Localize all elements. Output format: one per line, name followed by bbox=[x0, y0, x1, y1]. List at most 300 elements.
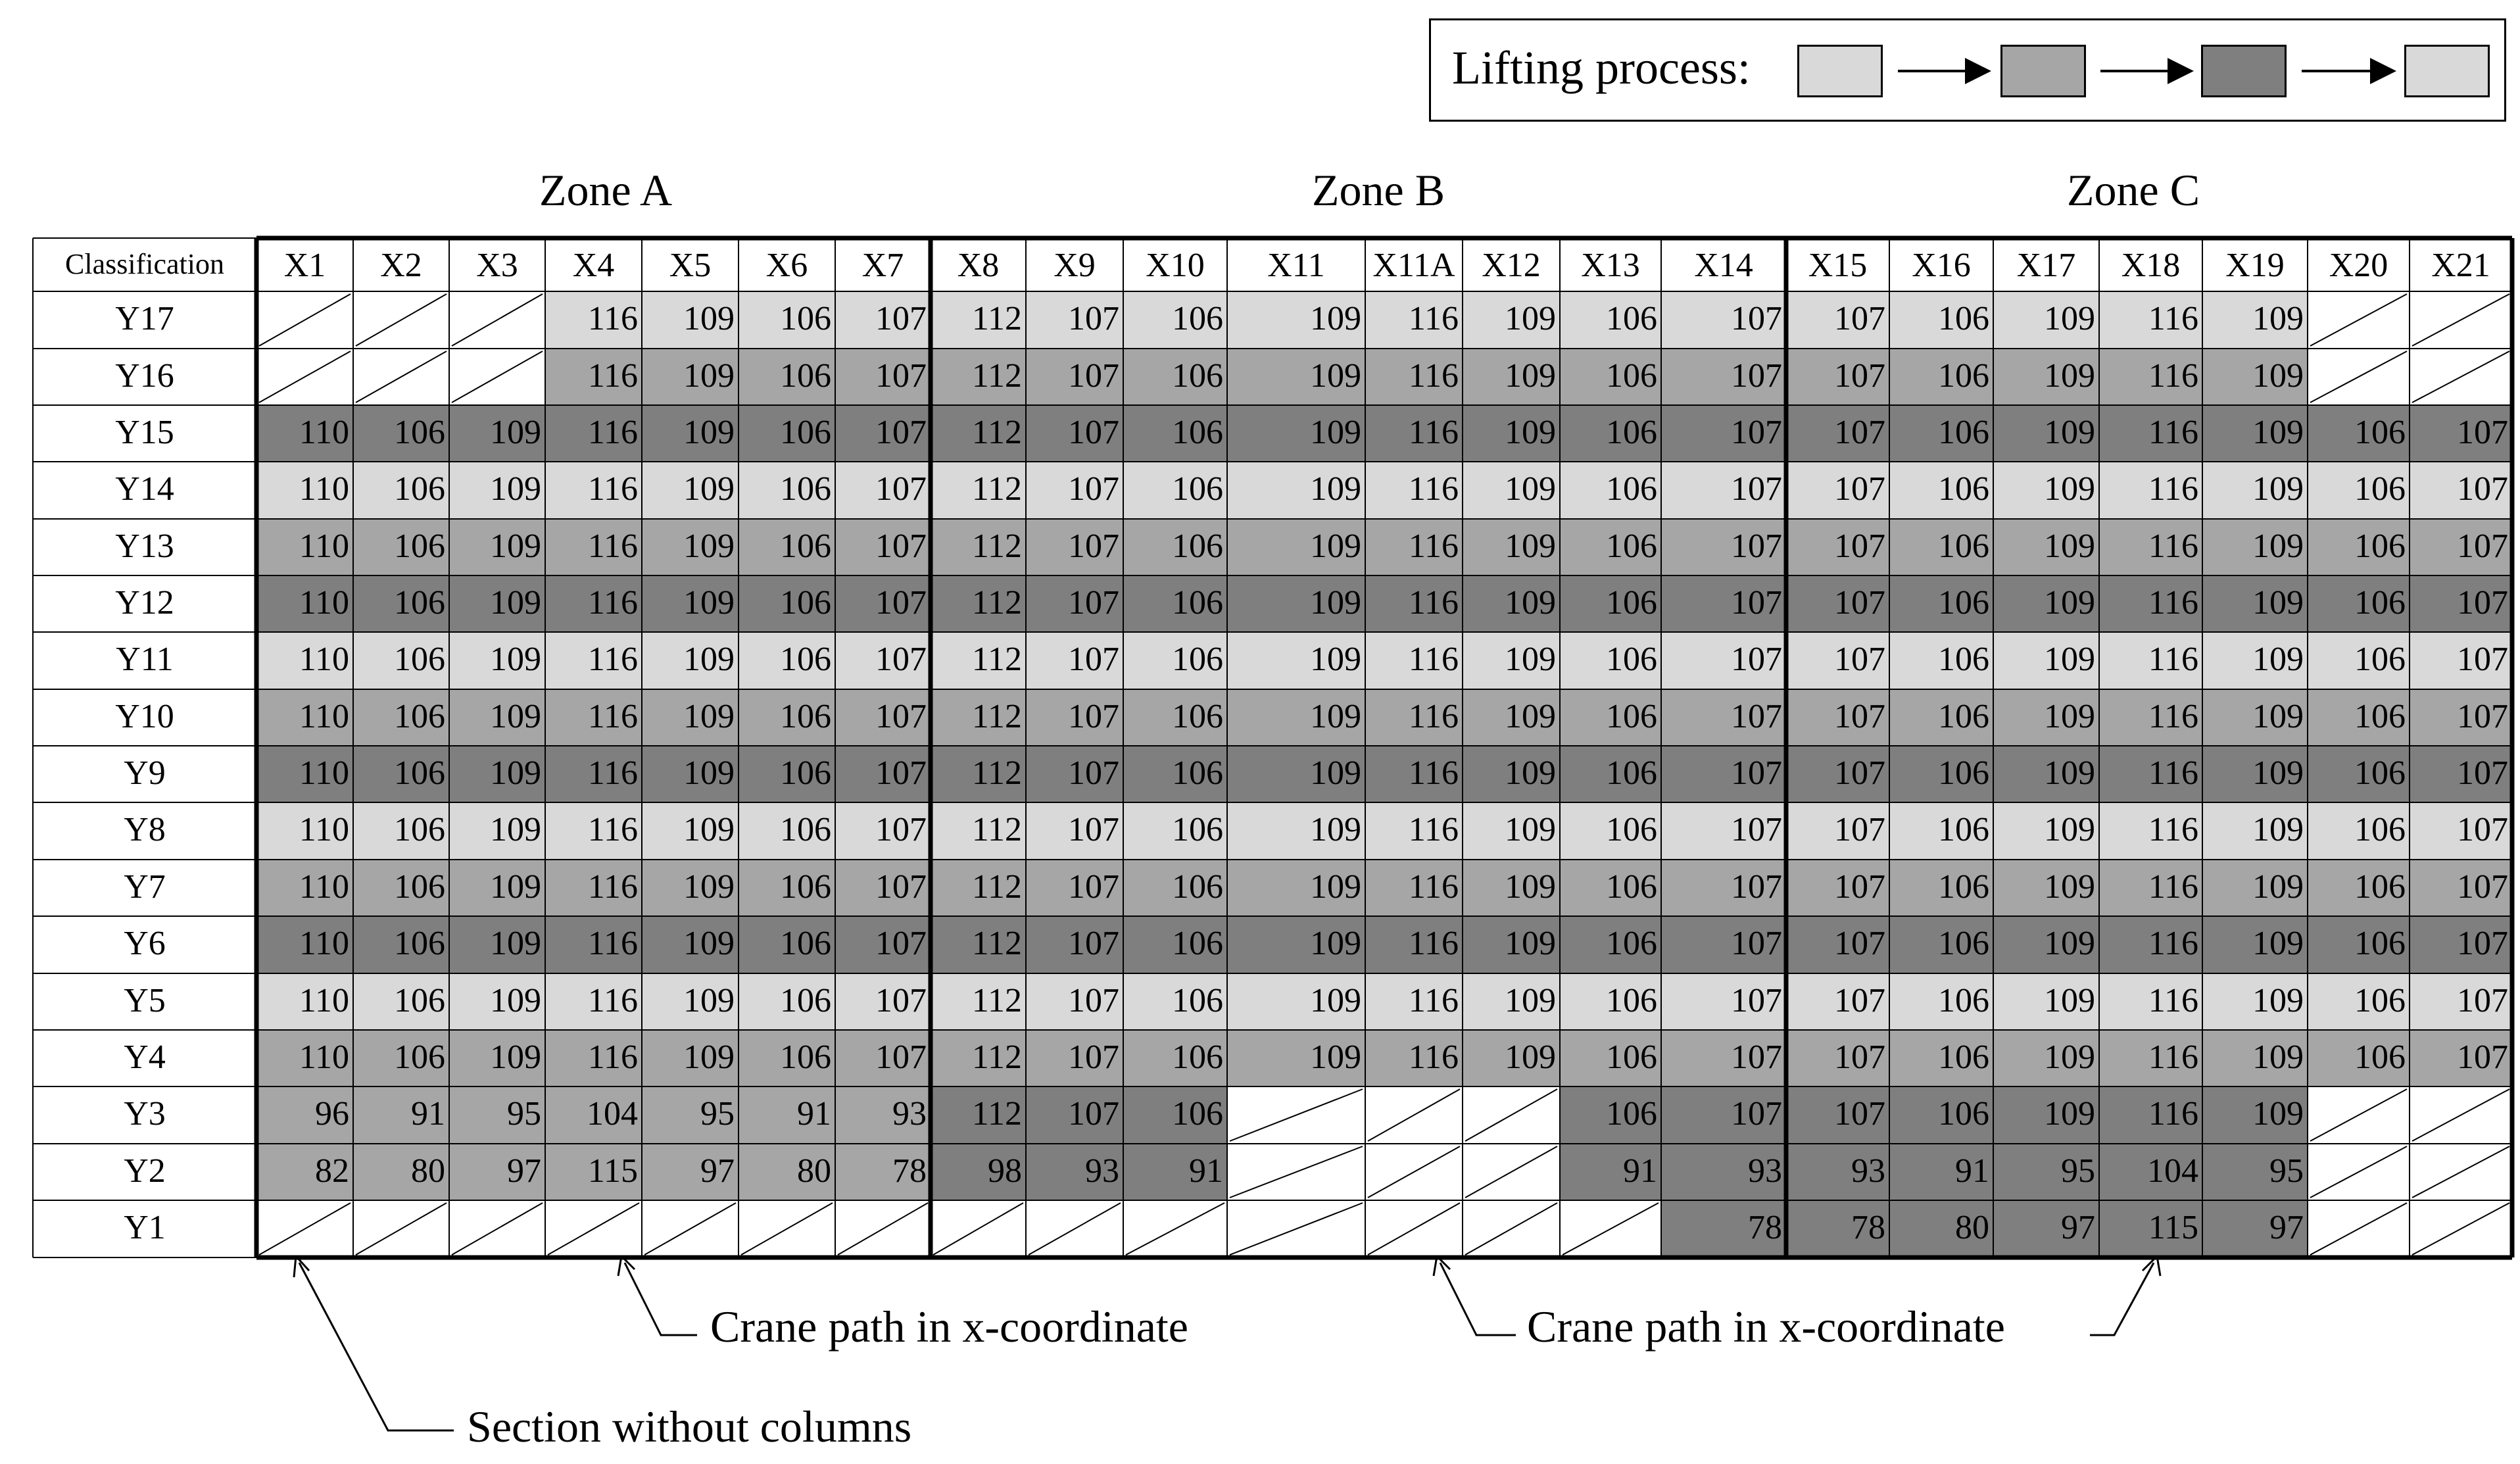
cell-value: 107 bbox=[1731, 1038, 1782, 1076]
cell-y1-x20 bbox=[2308, 1200, 2410, 1257]
cell-value: 107 bbox=[1731, 527, 1782, 565]
cell-y1-x4 bbox=[545, 1200, 642, 1257]
cell-value: 109 bbox=[2252, 811, 2304, 848]
cell-value: 109 bbox=[1505, 414, 1556, 451]
cell-value: 107 bbox=[875, 527, 927, 565]
cell-value: 110 bbox=[299, 982, 349, 1019]
cell-y17-x20 bbox=[2308, 291, 2410, 349]
cell-value: 106 bbox=[394, 527, 445, 565]
cell-value: 106 bbox=[1606, 982, 1657, 1019]
cell-value: 109 bbox=[2252, 414, 2304, 451]
cell-y16-x21 bbox=[2410, 349, 2512, 405]
cell-value: 106 bbox=[1606, 357, 1657, 395]
crane-path-leader-2a bbox=[1440, 1263, 1516, 1335]
cell-value: 106 bbox=[394, 1038, 445, 1076]
cell-value: 109 bbox=[683, 357, 735, 395]
cell-value: 106 bbox=[780, 584, 831, 622]
crane-path-label-1: Crane path in x-coordinate bbox=[710, 1302, 1188, 1352]
cell-value: 112 bbox=[971, 1038, 1022, 1076]
legend-swatch-step-1 bbox=[1797, 45, 1883, 97]
cell-value: 107 bbox=[1834, 754, 1885, 792]
row-label-y8: Y8 bbox=[124, 811, 166, 848]
cell-value: 106 bbox=[2354, 811, 2406, 848]
cell-value: 106 bbox=[1172, 470, 1223, 508]
cell-value: 116 bbox=[2148, 982, 2198, 1019]
cell-value: 109 bbox=[490, 982, 541, 1019]
cell-value: 106 bbox=[1606, 811, 1657, 848]
cell-value: 116 bbox=[1408, 357, 1459, 395]
column-header-x9: X9 bbox=[1054, 247, 1096, 284]
cell-value: 106 bbox=[2354, 868, 2406, 906]
cell-value: 116 bbox=[2148, 470, 2198, 508]
cell-value: 107 bbox=[875, 1038, 927, 1076]
cell-y1-x1 bbox=[256, 1200, 353, 1257]
cell-value: 116 bbox=[2148, 1038, 2198, 1076]
cell-value: 112 bbox=[971, 925, 1022, 962]
cell-value: 109 bbox=[490, 584, 541, 622]
row-label-y17: Y17 bbox=[115, 300, 174, 337]
cell-value: 109 bbox=[2252, 641, 2304, 678]
cell-value: 106 bbox=[1938, 811, 1989, 848]
cell-value: 116 bbox=[2148, 868, 2198, 906]
cell-value: 107 bbox=[2457, 414, 2508, 451]
cell-value: 107 bbox=[2457, 1038, 2508, 1076]
cell-value: 78 bbox=[1748, 1209, 1782, 1246]
cell-y16-x20 bbox=[2308, 349, 2410, 405]
cell-value: 116 bbox=[587, 982, 638, 1019]
cell-value: 107 bbox=[875, 754, 927, 792]
cell-value: 109 bbox=[1505, 470, 1556, 508]
cell-value: 109 bbox=[2044, 698, 2095, 735]
row-label-y9: Y9 bbox=[124, 754, 166, 792]
cell-value: 109 bbox=[1310, 527, 1361, 565]
cell-value: 95 bbox=[700, 1095, 735, 1133]
cell-value: 106 bbox=[2354, 698, 2406, 735]
cell-y1-x11a bbox=[1365, 1200, 1463, 1257]
cell-value: 107 bbox=[1731, 470, 1782, 508]
cell-value: 107 bbox=[1731, 1095, 1782, 1133]
cell-value: 109 bbox=[490, 414, 541, 451]
cell-y1-x11 bbox=[1227, 1200, 1365, 1257]
cell-value: 106 bbox=[394, 698, 445, 735]
cell-y17-x1 bbox=[256, 291, 353, 349]
cell-value: 106 bbox=[1606, 868, 1657, 906]
cell-value: 107 bbox=[2457, 584, 2508, 622]
cell-value: 109 bbox=[2252, 584, 2304, 622]
cell-value: 109 bbox=[683, 811, 735, 848]
cell-value: 106 bbox=[1606, 1038, 1657, 1076]
cell-value: 107 bbox=[1068, 357, 1119, 395]
cell-value: 109 bbox=[490, 1038, 541, 1076]
cell-value: 97 bbox=[700, 1152, 735, 1190]
cell-value: 109 bbox=[683, 925, 735, 962]
cell-value: 107 bbox=[1731, 414, 1782, 451]
crane-path-leader-2b bbox=[2090, 1263, 2154, 1335]
cell-value: 106 bbox=[1172, 300, 1223, 337]
cell-value: 110 bbox=[299, 414, 349, 451]
row-label-y13: Y13 bbox=[115, 527, 174, 565]
cell-value: 107 bbox=[1068, 300, 1119, 337]
cell-value: 107 bbox=[1834, 1038, 1885, 1076]
cell-y1-x9 bbox=[1026, 1200, 1123, 1257]
cell-value: 116 bbox=[2148, 641, 2198, 678]
cell-value: 109 bbox=[1310, 300, 1361, 337]
cell-value: 107 bbox=[2457, 698, 2508, 735]
column-header-x19: X19 bbox=[2225, 247, 2285, 284]
cell-value: 107 bbox=[1731, 584, 1782, 622]
cell-value: 107 bbox=[1834, 584, 1885, 622]
cell-value: 106 bbox=[2354, 1038, 2406, 1076]
cell-value: 112 bbox=[971, 527, 1022, 565]
cell-value: 106 bbox=[780, 982, 831, 1019]
cell-value: 107 bbox=[1834, 698, 1885, 735]
cell-value: 109 bbox=[683, 754, 735, 792]
cell-value: 107 bbox=[1731, 811, 1782, 848]
cell-value: 116 bbox=[1408, 754, 1459, 792]
cell-value: 106 bbox=[394, 641, 445, 678]
cell-y2-x12 bbox=[1463, 1144, 1560, 1200]
cell-value: 107 bbox=[1834, 641, 1885, 678]
no-columns-leader bbox=[299, 1263, 454, 1430]
row-label-y16: Y16 bbox=[115, 357, 174, 395]
cell-value: 109 bbox=[1505, 982, 1556, 1019]
row-label-y1: Y1 bbox=[124, 1209, 166, 1246]
cell-value: 109 bbox=[683, 641, 735, 678]
cell-value: 106 bbox=[2354, 754, 2406, 792]
cell-value: 116 bbox=[2148, 754, 2198, 792]
cell-value: 106 bbox=[780, 754, 831, 792]
cell-value: 97 bbox=[507, 1152, 541, 1190]
cell-value: 107 bbox=[1068, 527, 1119, 565]
cell-value: 106 bbox=[1938, 584, 1989, 622]
cell-value: 106 bbox=[780, 925, 831, 962]
cell-value: 107 bbox=[875, 982, 927, 1019]
cell-value: 109 bbox=[2252, 357, 2304, 395]
cell-value: 116 bbox=[1408, 470, 1459, 508]
cell-value: 107 bbox=[1834, 1095, 1885, 1133]
cell-value: 106 bbox=[1938, 641, 1989, 678]
cell-value: 116 bbox=[587, 300, 638, 337]
cell-value: 116 bbox=[587, 754, 638, 792]
cell-value: 116 bbox=[1408, 811, 1459, 848]
cell-value: 107 bbox=[1834, 868, 1885, 906]
cell-value: 116 bbox=[2148, 698, 2198, 735]
cell-value: 110 bbox=[299, 754, 349, 792]
cell-value: 106 bbox=[1606, 527, 1657, 565]
cell-value: 109 bbox=[1310, 925, 1361, 962]
cell-value: 107 bbox=[1068, 414, 1119, 451]
cell-value: 106 bbox=[1938, 357, 1989, 395]
cell-value: 106 bbox=[780, 357, 831, 395]
cell-y3-x20 bbox=[2308, 1086, 2410, 1144]
cell-value: 106 bbox=[1938, 982, 1989, 1019]
cell-value: 112 bbox=[971, 1095, 1022, 1133]
cell-value: 116 bbox=[587, 584, 638, 622]
zone-a-label: Zone A bbox=[539, 165, 673, 215]
cell-value: 106 bbox=[1606, 641, 1657, 678]
cell-value: 106 bbox=[1172, 527, 1223, 565]
cell-y1-x13 bbox=[1560, 1200, 1661, 1257]
cell-value: 109 bbox=[2252, 925, 2304, 962]
cell-value: 95 bbox=[2061, 1152, 2095, 1190]
column-header-x21: X21 bbox=[2431, 247, 2490, 284]
cell-value: 106 bbox=[780, 811, 831, 848]
cell-value: 107 bbox=[1068, 698, 1119, 735]
cell-value: 116 bbox=[2148, 1095, 2198, 1133]
cell-value: 116 bbox=[1408, 925, 1459, 962]
cell-value: 107 bbox=[1068, 470, 1119, 508]
cell-value: 106 bbox=[394, 982, 445, 1019]
cell-value: 112 bbox=[971, 300, 1022, 337]
cell-value: 104 bbox=[2147, 1152, 2198, 1190]
cell-value: 116 bbox=[587, 1038, 638, 1076]
cell-value: 106 bbox=[2354, 982, 2406, 1019]
cell-value: 107 bbox=[875, 414, 927, 451]
cell-value: 109 bbox=[2252, 470, 2304, 508]
cell-value: 106 bbox=[780, 414, 831, 451]
crane-path-arrowhead-1 bbox=[618, 1256, 635, 1276]
cell-value: 109 bbox=[2252, 527, 2304, 565]
cell-value: 109 bbox=[2044, 754, 2095, 792]
cell-value: 107 bbox=[875, 811, 927, 848]
cell-value: 107 bbox=[1068, 1095, 1119, 1133]
cell-value: 116 bbox=[1408, 527, 1459, 565]
cell-value: 91 bbox=[1189, 1152, 1223, 1190]
cell-value: 106 bbox=[1172, 357, 1223, 395]
cell-y17-x2 bbox=[353, 291, 449, 349]
cell-value: 109 bbox=[683, 1038, 735, 1076]
cell-value: 106 bbox=[1606, 414, 1657, 451]
cell-value: 116 bbox=[1408, 584, 1459, 622]
cell-y1-x10 bbox=[1123, 1200, 1227, 1257]
cell-value: 116 bbox=[1408, 868, 1459, 906]
cell-value: 106 bbox=[1938, 925, 1989, 962]
cell-value: 106 bbox=[2354, 527, 2406, 565]
cell-value: 112 bbox=[971, 470, 1022, 508]
cell-value: 107 bbox=[875, 698, 927, 735]
column-header-x2: X2 bbox=[380, 247, 422, 284]
cell-value: 109 bbox=[2252, 868, 2304, 906]
legend-swatch-step-4 bbox=[2404, 45, 2490, 97]
cell-value: 107 bbox=[1731, 754, 1782, 792]
cell-value: 106 bbox=[1172, 1038, 1223, 1076]
cell-value: 109 bbox=[2044, 641, 2095, 678]
cell-value: 96 bbox=[315, 1095, 349, 1133]
column-header-x15: X15 bbox=[1808, 247, 1868, 284]
cell-value: 80 bbox=[1955, 1209, 1989, 1246]
cell-value: 106 bbox=[394, 925, 445, 962]
cell-value: 106 bbox=[1606, 470, 1657, 508]
cell-value: 106 bbox=[1938, 868, 1989, 906]
cell-value: 112 bbox=[971, 698, 1022, 735]
cell-value: 93 bbox=[1851, 1152, 1885, 1190]
cell-value: 106 bbox=[780, 868, 831, 906]
cell-value: 112 bbox=[971, 982, 1022, 1019]
cell-value: 107 bbox=[1834, 300, 1885, 337]
cell-value: 109 bbox=[2252, 1038, 2304, 1076]
cell-value: 106 bbox=[1938, 527, 1989, 565]
cell-value: 109 bbox=[1505, 754, 1556, 792]
column-header-x3: X3 bbox=[476, 247, 518, 284]
cell-value: 109 bbox=[1310, 811, 1361, 848]
cell-y3-x21 bbox=[2410, 1086, 2512, 1144]
cell-value: 80 bbox=[797, 1152, 831, 1190]
cell-value: 95 bbox=[2269, 1152, 2304, 1190]
cell-y1-x7 bbox=[835, 1200, 931, 1257]
cell-value: 116 bbox=[1408, 300, 1459, 337]
cell-value: 109 bbox=[2044, 925, 2095, 962]
row-label-y10: Y10 bbox=[115, 698, 174, 735]
cell-y1-x3 bbox=[449, 1200, 545, 1257]
cell-value: 106 bbox=[780, 698, 831, 735]
cell-value: 106 bbox=[1606, 584, 1657, 622]
cell-value: 116 bbox=[2148, 527, 2198, 565]
cell-value: 109 bbox=[1505, 698, 1556, 735]
cell-value: 107 bbox=[2457, 811, 2508, 848]
cell-value: 116 bbox=[1408, 1038, 1459, 1076]
cell-value: 109 bbox=[2252, 300, 2304, 337]
crane-path-leader-1 bbox=[625, 1263, 697, 1335]
zone-c-label: Zone C bbox=[2067, 165, 2200, 215]
cell-value: 98 bbox=[988, 1152, 1022, 1190]
column-header-x1: X1 bbox=[283, 247, 326, 284]
column-header-x16: X16 bbox=[1912, 247, 1971, 284]
cell-value: 109 bbox=[1310, 754, 1361, 792]
cell-value: 91 bbox=[1955, 1152, 1989, 1190]
cell-value: 106 bbox=[1172, 925, 1223, 962]
cell-value: 109 bbox=[1505, 925, 1556, 962]
cell-value: 107 bbox=[1834, 414, 1885, 451]
cell-y2-x21 bbox=[2410, 1144, 2512, 1200]
cell-value: 109 bbox=[1505, 868, 1556, 906]
cell-value: 109 bbox=[1505, 300, 1556, 337]
cell-y2-x20 bbox=[2308, 1144, 2410, 1200]
cell-value: 106 bbox=[1606, 1095, 1657, 1133]
cell-value: 106 bbox=[1938, 754, 1989, 792]
cell-value: 109 bbox=[1505, 527, 1556, 565]
cell-value: 107 bbox=[1068, 925, 1119, 962]
cell-value: 110 bbox=[299, 698, 349, 735]
cell-value: 106 bbox=[1606, 698, 1657, 735]
row-label-y15: Y15 bbox=[115, 414, 174, 451]
cell-value: 109 bbox=[683, 698, 735, 735]
cell-value: 97 bbox=[2269, 1209, 2304, 1246]
cell-value: 110 bbox=[299, 1038, 349, 1076]
cell-value: 91 bbox=[1623, 1152, 1657, 1190]
cell-value: 115 bbox=[587, 1152, 638, 1190]
cell-value: 107 bbox=[1731, 357, 1782, 395]
cell-value: 93 bbox=[1085, 1152, 1119, 1190]
cell-value: 107 bbox=[875, 300, 927, 337]
cell-value: 116 bbox=[1408, 641, 1459, 678]
cell-value: 109 bbox=[1310, 698, 1361, 735]
row-label-y3: Y3 bbox=[124, 1095, 166, 1133]
cell-value: 106 bbox=[2354, 584, 2406, 622]
cell-value: 112 bbox=[971, 811, 1022, 848]
classification-header: Classification bbox=[65, 248, 224, 280]
cell-value: 109 bbox=[683, 982, 735, 1019]
row-label-y11: Y11 bbox=[116, 641, 174, 678]
crane-path-arrowhead-2b bbox=[2143, 1256, 2160, 1276]
cell-y16-x2 bbox=[353, 349, 449, 405]
cell-value: 109 bbox=[2252, 1095, 2304, 1133]
cell-value: 112 bbox=[971, 868, 1022, 906]
cell-value: 107 bbox=[1068, 754, 1119, 792]
cell-value: 109 bbox=[490, 754, 541, 792]
cell-y1-x6 bbox=[739, 1200, 835, 1257]
cell-value: 106 bbox=[1938, 1038, 1989, 1076]
cell-value: 110 bbox=[299, 925, 349, 962]
column-header-x11a: X11A bbox=[1372, 247, 1455, 284]
section-without-columns-label: Section without columns bbox=[467, 1402, 912, 1452]
cell-y3-x11 bbox=[1227, 1086, 1365, 1144]
cell-value: 107 bbox=[1068, 641, 1119, 678]
row-label-y6: Y6 bbox=[124, 925, 166, 962]
cell-value: 116 bbox=[587, 527, 638, 565]
row-label-y12: Y12 bbox=[115, 584, 174, 622]
cell-value: 107 bbox=[1068, 1038, 1119, 1076]
cell-value: 109 bbox=[2044, 811, 2095, 848]
cell-value: 95 bbox=[507, 1095, 541, 1133]
cell-value: 106 bbox=[1938, 470, 1989, 508]
cell-value: 107 bbox=[2457, 641, 2508, 678]
cell-value: 109 bbox=[2252, 698, 2304, 735]
cell-value: 107 bbox=[2457, 925, 2508, 962]
crane-path-label-2: Crane path in x-coordinate bbox=[1527, 1302, 2005, 1352]
cell-value: 112 bbox=[971, 414, 1022, 451]
cell-value: 109 bbox=[490, 641, 541, 678]
cell-y2-x11a bbox=[1365, 1144, 1463, 1200]
cell-value: 91 bbox=[797, 1095, 831, 1133]
column-header-x12: X12 bbox=[1482, 247, 1541, 284]
cell-value: 109 bbox=[490, 811, 541, 848]
cell-value: 106 bbox=[2354, 414, 2406, 451]
cell-value: 110 bbox=[299, 811, 349, 848]
cell-value: 107 bbox=[875, 641, 927, 678]
cell-y1-x8 bbox=[931, 1200, 1026, 1257]
cell-value: 107 bbox=[1731, 925, 1782, 962]
cell-value: 116 bbox=[1408, 414, 1459, 451]
cell-value: 106 bbox=[1938, 414, 1989, 451]
cell-value: 109 bbox=[1310, 982, 1361, 1019]
cell-value: 106 bbox=[780, 300, 831, 337]
cell-value: 110 bbox=[299, 470, 349, 508]
cell-value: 107 bbox=[1731, 698, 1782, 735]
cell-value: 116 bbox=[587, 414, 638, 451]
cell-value: 109 bbox=[683, 470, 735, 508]
cell-value: 107 bbox=[1834, 470, 1885, 508]
crane-path-arrowhead-2a bbox=[1434, 1256, 1450, 1276]
cell-value: 107 bbox=[875, 470, 927, 508]
cell-value: 112 bbox=[971, 641, 1022, 678]
cell-value: 107 bbox=[1731, 641, 1782, 678]
cell-value: 109 bbox=[1310, 357, 1361, 395]
cell-value: 109 bbox=[1505, 584, 1556, 622]
row-label-y4: Y4 bbox=[124, 1038, 166, 1076]
cell-value: 106 bbox=[780, 1038, 831, 1076]
cell-value: 109 bbox=[683, 414, 735, 451]
cell-value: 109 bbox=[683, 584, 735, 622]
row-label-y5: Y5 bbox=[124, 982, 166, 1019]
cell-value: 107 bbox=[1834, 925, 1885, 962]
cell-value: 116 bbox=[587, 925, 638, 962]
cell-value: 109 bbox=[490, 925, 541, 962]
cell-value: 109 bbox=[2044, 1038, 2095, 1076]
cell-value: 107 bbox=[1068, 584, 1119, 622]
cell-value: 107 bbox=[875, 584, 927, 622]
column-header-x20: X20 bbox=[2329, 247, 2388, 284]
cell-value: 107 bbox=[1834, 527, 1885, 565]
